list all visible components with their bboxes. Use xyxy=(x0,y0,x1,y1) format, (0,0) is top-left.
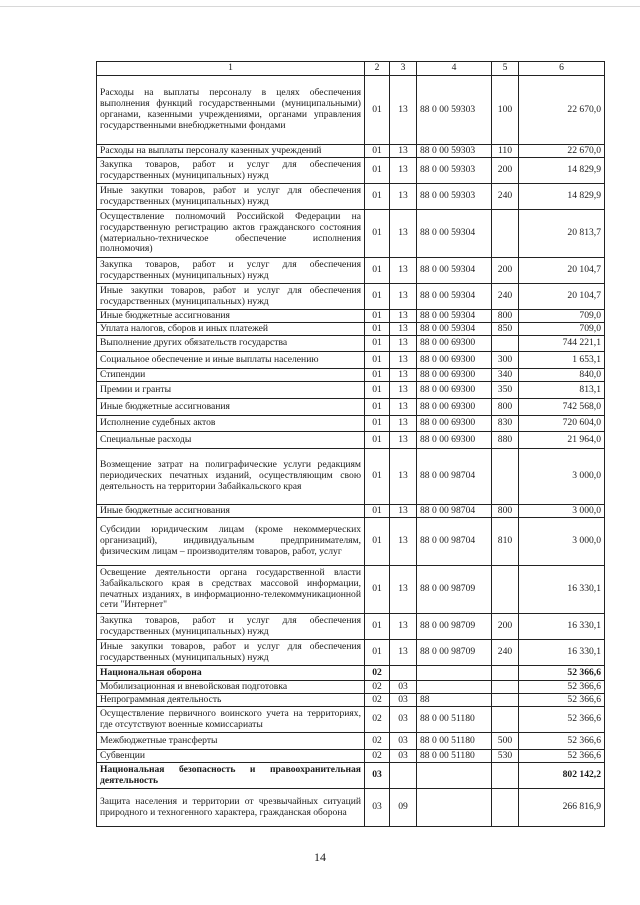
row-expense-type xyxy=(492,789,519,827)
table-row xyxy=(97,184,605,210)
row-section: 01 xyxy=(365,449,390,505)
row-amount: 720 604,0 xyxy=(519,416,605,432)
row-target-code: 88 0 00 98704 xyxy=(417,449,492,505)
row-amount: 20 813,7 xyxy=(519,210,605,258)
row-amount: 52 366,6 xyxy=(519,666,605,681)
table-row xyxy=(97,733,605,750)
row-expense-type xyxy=(492,666,519,681)
row-section: 03 xyxy=(365,789,390,827)
table-row xyxy=(97,352,605,369)
row-name: Возмещение затрат на полиграфические услуги редакциям периодических печатных изданий, осуществляющим свою деятельность на территории Забайкальского края xyxy=(97,449,365,505)
row-amount: 16 330,1 xyxy=(519,566,605,614)
row-subsection: 13 xyxy=(390,432,417,449)
row-name: Национальная оборона xyxy=(97,666,365,681)
row-section: 01 xyxy=(365,505,390,518)
row-target-code: 88 xyxy=(417,694,492,707)
row-subsection: 03 xyxy=(390,694,417,707)
row-section: 02 xyxy=(365,666,390,681)
row-name: Премии и гранты xyxy=(97,382,365,399)
table-row xyxy=(97,763,605,789)
row-section: 02 xyxy=(365,733,390,750)
row-subsection: 13 xyxy=(390,323,417,336)
table-row xyxy=(97,416,605,432)
row-target-code: 88 0 00 98709 xyxy=(417,566,492,614)
row-section: 02 xyxy=(365,750,390,763)
row-section: 01 xyxy=(365,284,390,310)
row-expense-type xyxy=(492,763,519,789)
table-row xyxy=(97,566,605,614)
budget-table xyxy=(96,61,605,827)
row-amount: 813,1 xyxy=(519,382,605,399)
row-target-code: 88 0 00 51180 xyxy=(417,707,492,733)
row-amount: 52 366,6 xyxy=(519,694,605,707)
row-name: Закупка товаров, работ и услуг для обеспечения государственных (муниципальных) нужд xyxy=(97,158,365,184)
row-name: Иные закупки товаров, работ и услуг для обеспечения государственных (муниципальных) нужд xyxy=(97,640,365,666)
row-section: 02 xyxy=(365,681,390,694)
row-amount: 802 142,2 xyxy=(519,763,605,789)
row-name: Национальная безопасность и правоохранительная деятельность xyxy=(97,763,365,789)
row-amount: 742 568,0 xyxy=(519,399,605,416)
row-section: 01 xyxy=(365,640,390,666)
row-target-code: 88 0 00 98704 xyxy=(417,518,492,566)
row-name: Стипендии xyxy=(97,369,365,382)
row-section: 01 xyxy=(365,258,390,284)
row-section: 01 xyxy=(365,210,390,258)
row-subsection xyxy=(390,763,417,789)
row-target-code: 88 0 00 59303 xyxy=(417,158,492,184)
row-target-code: 88 0 00 59304 xyxy=(417,210,492,258)
row-subsection: 03 xyxy=(390,681,417,694)
row-name: Мобилизационная и вневойсковая подготовка xyxy=(97,681,365,694)
row-subsection: 13 xyxy=(390,76,417,145)
row-subsection: 13 xyxy=(390,352,417,369)
row-section: 01 xyxy=(365,158,390,184)
row-name: Расходы на выплаты персоналу в целях обеспечения выполнения функций государственными (муниципальными) органами, казенными учреждениями, органами управления государственными внебюджетными фондами xyxy=(97,76,365,145)
row-subsection: 13 xyxy=(390,158,417,184)
row-target-code: 88 0 00 69300 xyxy=(417,336,492,352)
row-section: 01 xyxy=(365,184,390,210)
header-cell: 1 xyxy=(97,62,365,76)
row-amount: 52 366,6 xyxy=(519,681,605,694)
table-row xyxy=(97,432,605,449)
row-amount: 21 964,0 xyxy=(519,432,605,449)
header-cell: 2 xyxy=(365,62,390,76)
row-subsection: 13 xyxy=(390,640,417,666)
row-amount: 14 829,9 xyxy=(519,158,605,184)
row-expense-type xyxy=(492,707,519,733)
row-name: Осуществление полномочий Российской Федерации на государственную регистрацию актов гражданского состояния (материально-техническое обеспечение исполнения полномочия) xyxy=(97,210,365,258)
row-name: Субсидии юридическим лицам (кроме некоммерческих организаций), индивидуальным предпринимателям, физическим лицам – производителям товаров, работ, услуг xyxy=(97,518,365,566)
row-name: Уплата налогов, сборов и иных платежей xyxy=(97,323,365,336)
header-cell: 5 xyxy=(492,62,519,76)
row-name: Закупка товаров, работ и услуг для обеспечения государственных (муниципальных) нужд xyxy=(97,614,365,640)
row-expense-type: 350 xyxy=(492,382,519,399)
row-subsection: 13 xyxy=(390,399,417,416)
row-section: 01 xyxy=(365,518,390,566)
row-target-code xyxy=(417,681,492,694)
row-name: Иные бюджетные ассигнования xyxy=(97,399,365,416)
row-subsection: 13 xyxy=(390,449,417,505)
row-target-code: 88 0 00 59304 xyxy=(417,258,492,284)
table-body xyxy=(97,62,605,827)
table-row xyxy=(97,399,605,416)
row-expense-type: 240 xyxy=(492,640,519,666)
row-section: 02 xyxy=(365,707,390,733)
row-section: 01 xyxy=(365,382,390,399)
row-amount: 709,0 xyxy=(519,310,605,323)
table-row xyxy=(97,518,605,566)
row-expense-type: 830 xyxy=(492,416,519,432)
row-expense-type: 530 xyxy=(492,750,519,763)
row-subsection: 13 xyxy=(390,416,417,432)
row-name: Социальное обеспечение и иные выплаты населению xyxy=(97,352,365,369)
row-expense-type: 200 xyxy=(492,158,519,184)
table-row xyxy=(97,614,605,640)
row-name: Осуществление первичного воинского учета на территориях, где отсутствуют военные комиссариаты xyxy=(97,707,365,733)
row-target-code: 88 0 00 98709 xyxy=(417,614,492,640)
row-target-code: 88 0 00 69300 xyxy=(417,382,492,399)
table-row xyxy=(97,449,605,505)
row-expense-type xyxy=(492,210,519,258)
row-name: Закупка товаров, работ и услуг для обеспечения государственных (муниципальных) нужд xyxy=(97,258,365,284)
table-row xyxy=(97,336,605,352)
row-amount: 22 670,0 xyxy=(519,76,605,145)
row-expense-type: 200 xyxy=(492,258,519,284)
page-number: 14 xyxy=(314,850,326,864)
row-expense-type: 300 xyxy=(492,352,519,369)
row-subsection: 13 xyxy=(390,518,417,566)
row-amount: 266 816,9 xyxy=(519,789,605,827)
row-section: 01 xyxy=(365,566,390,614)
row-amount: 52 366,6 xyxy=(519,733,605,750)
row-target-code: 88 0 00 69300 xyxy=(417,432,492,449)
table-row xyxy=(97,284,605,310)
row-section: 01 xyxy=(365,76,390,145)
row-amount: 3 000,0 xyxy=(519,505,605,518)
row-expense-type: 800 xyxy=(492,399,519,416)
row-name: Межбюджетные трансферты xyxy=(97,733,365,750)
row-amount: 16 330,1 xyxy=(519,640,605,666)
table-row xyxy=(97,323,605,336)
row-amount: 3 000,0 xyxy=(519,449,605,505)
row-target-code: 88 0 00 69300 xyxy=(417,369,492,382)
row-name: Субвенции xyxy=(97,750,365,763)
row-name: Иные закупки товаров, работ и услуг для обеспечения государственных (муниципальных) нужд xyxy=(97,184,365,210)
row-subsection: 13 xyxy=(390,614,417,640)
row-expense-type: 880 xyxy=(492,432,519,449)
row-target-code: 88 0 00 69300 xyxy=(417,416,492,432)
row-name: Освещение деятельности органа государственной власти Забайкальского края в средствах массовой информации, печатных изданиях, в информационно-телекоммуникационной сети "Интернет" xyxy=(97,566,365,614)
row-amount: 20 104,7 xyxy=(519,258,605,284)
row-amount: 744 221,1 xyxy=(519,336,605,352)
row-expense-type: 800 xyxy=(492,505,519,518)
row-expense-type: 850 xyxy=(492,323,519,336)
row-amount: 20 104,7 xyxy=(519,284,605,310)
row-subsection: 13 xyxy=(390,284,417,310)
row-amount: 840,0 xyxy=(519,369,605,382)
row-subsection: 13 xyxy=(390,336,417,352)
row-target-code: 88 0 00 51180 xyxy=(417,750,492,763)
row-expense-type: 500 xyxy=(492,733,519,750)
row-subsection: 13 xyxy=(390,145,417,158)
table-row xyxy=(97,145,605,158)
row-subsection: 13 xyxy=(390,184,417,210)
row-amount: 14 829,9 xyxy=(519,184,605,210)
row-expense-type: 110 xyxy=(492,145,519,158)
table-row xyxy=(97,789,605,827)
header-cell: 4 xyxy=(417,62,492,76)
row-expense-type: 240 xyxy=(492,184,519,210)
row-amount: 709,0 xyxy=(519,323,605,336)
row-subsection: 13 xyxy=(390,210,417,258)
row-target-code xyxy=(417,763,492,789)
row-target-code: 88 0 00 69300 xyxy=(417,352,492,369)
row-amount: 52 366,6 xyxy=(519,707,605,733)
row-expense-type xyxy=(492,336,519,352)
table-row xyxy=(97,258,605,284)
row-section: 01 xyxy=(365,416,390,432)
row-expense-type xyxy=(492,449,519,505)
row-section: 01 xyxy=(365,323,390,336)
row-subsection: 09 xyxy=(390,789,417,827)
table-row xyxy=(97,640,605,666)
row-section: 01 xyxy=(365,614,390,640)
row-section: 01 xyxy=(365,352,390,369)
header-row xyxy=(97,62,605,76)
row-section: 01 xyxy=(365,336,390,352)
row-target-code: 88 0 00 98704 xyxy=(417,505,492,518)
row-target-code: 88 0 00 59304 xyxy=(417,284,492,310)
header-cell: 3 xyxy=(390,62,417,76)
row-subsection: 13 xyxy=(390,382,417,399)
row-target-code: 88 0 00 59304 xyxy=(417,323,492,336)
row-target-code: 88 0 00 59304 xyxy=(417,310,492,323)
row-expense-type: 340 xyxy=(492,369,519,382)
row-expense-type: 200 xyxy=(492,614,519,640)
row-name: Иные бюджетные ассигнования xyxy=(97,310,365,323)
row-name: Выполнение других обязательств государства xyxy=(97,336,365,352)
row-expense-type xyxy=(492,566,519,614)
row-subsection: 03 xyxy=(390,707,417,733)
row-expense-type: 800 xyxy=(492,310,519,323)
row-expense-type: 810 xyxy=(492,518,519,566)
row-amount: 1 653,1 xyxy=(519,352,605,369)
row-subsection: 13 xyxy=(390,505,417,518)
table-row xyxy=(97,369,605,382)
table-row xyxy=(97,694,605,707)
table-row xyxy=(97,750,605,763)
row-section: 01 xyxy=(365,369,390,382)
table-row xyxy=(97,681,605,694)
row-section: 02 xyxy=(365,694,390,707)
row-section: 01 xyxy=(365,432,390,449)
row-name: Иные закупки товаров, работ и услуг для обеспечения государственных (муниципальных) нужд xyxy=(97,284,365,310)
row-amount: 16 330,1 xyxy=(519,614,605,640)
row-name: Непрограммная деятельность xyxy=(97,694,365,707)
row-subsection: 13 xyxy=(390,369,417,382)
row-target-code xyxy=(417,666,492,681)
row-section: 01 xyxy=(365,399,390,416)
row-subsection: 03 xyxy=(390,750,417,763)
table-row xyxy=(97,666,605,681)
header-cell: 6 xyxy=(519,62,605,76)
row-expense-type: 240 xyxy=(492,284,519,310)
row-name: Защита населения и территории от чрезвычайных ситуаций природного и техногенного характера, гражданская оборона xyxy=(97,789,365,827)
row-section: 01 xyxy=(365,145,390,158)
row-target-code: 88 0 00 98709 xyxy=(417,640,492,666)
row-expense-type: 100 xyxy=(492,76,519,145)
row-target-code: 88 0 00 59303 xyxy=(417,184,492,210)
row-target-code: 88 0 00 59303 xyxy=(417,76,492,145)
row-subsection: 13 xyxy=(390,310,417,323)
row-section: 03 xyxy=(365,763,390,789)
table-row xyxy=(97,76,605,145)
row-subsection: 13 xyxy=(390,258,417,284)
table-row xyxy=(97,707,605,733)
row-target-code: 88 0 00 59303 xyxy=(417,145,492,158)
row-name: Иные бюджетные ассигнования xyxy=(97,505,365,518)
row-expense-type xyxy=(492,681,519,694)
table-row xyxy=(97,210,605,258)
row-amount: 52 366,6 xyxy=(519,750,605,763)
row-subsection: 03 xyxy=(390,733,417,750)
row-name: Расходы на выплаты персоналу казенных учреждений xyxy=(97,145,365,158)
table-row xyxy=(97,158,605,184)
row-subsection xyxy=(390,666,417,681)
row-section: 01 xyxy=(365,310,390,323)
row-expense-type xyxy=(492,694,519,707)
row-target-code: 88 0 00 69300 xyxy=(417,399,492,416)
row-subsection: 13 xyxy=(390,566,417,614)
row-name: Исполнение судебных актов xyxy=(97,416,365,432)
table-row xyxy=(97,382,605,399)
scan-edge-line xyxy=(0,6,640,7)
row-amount: 3 000,0 xyxy=(519,518,605,566)
row-target-code xyxy=(417,789,492,827)
row-target-code: 88 0 00 51180 xyxy=(417,733,492,750)
row-name: Специальные расходы xyxy=(97,432,365,449)
table-row xyxy=(97,310,605,323)
table-row xyxy=(97,505,605,518)
row-amount: 22 670,0 xyxy=(519,145,605,158)
